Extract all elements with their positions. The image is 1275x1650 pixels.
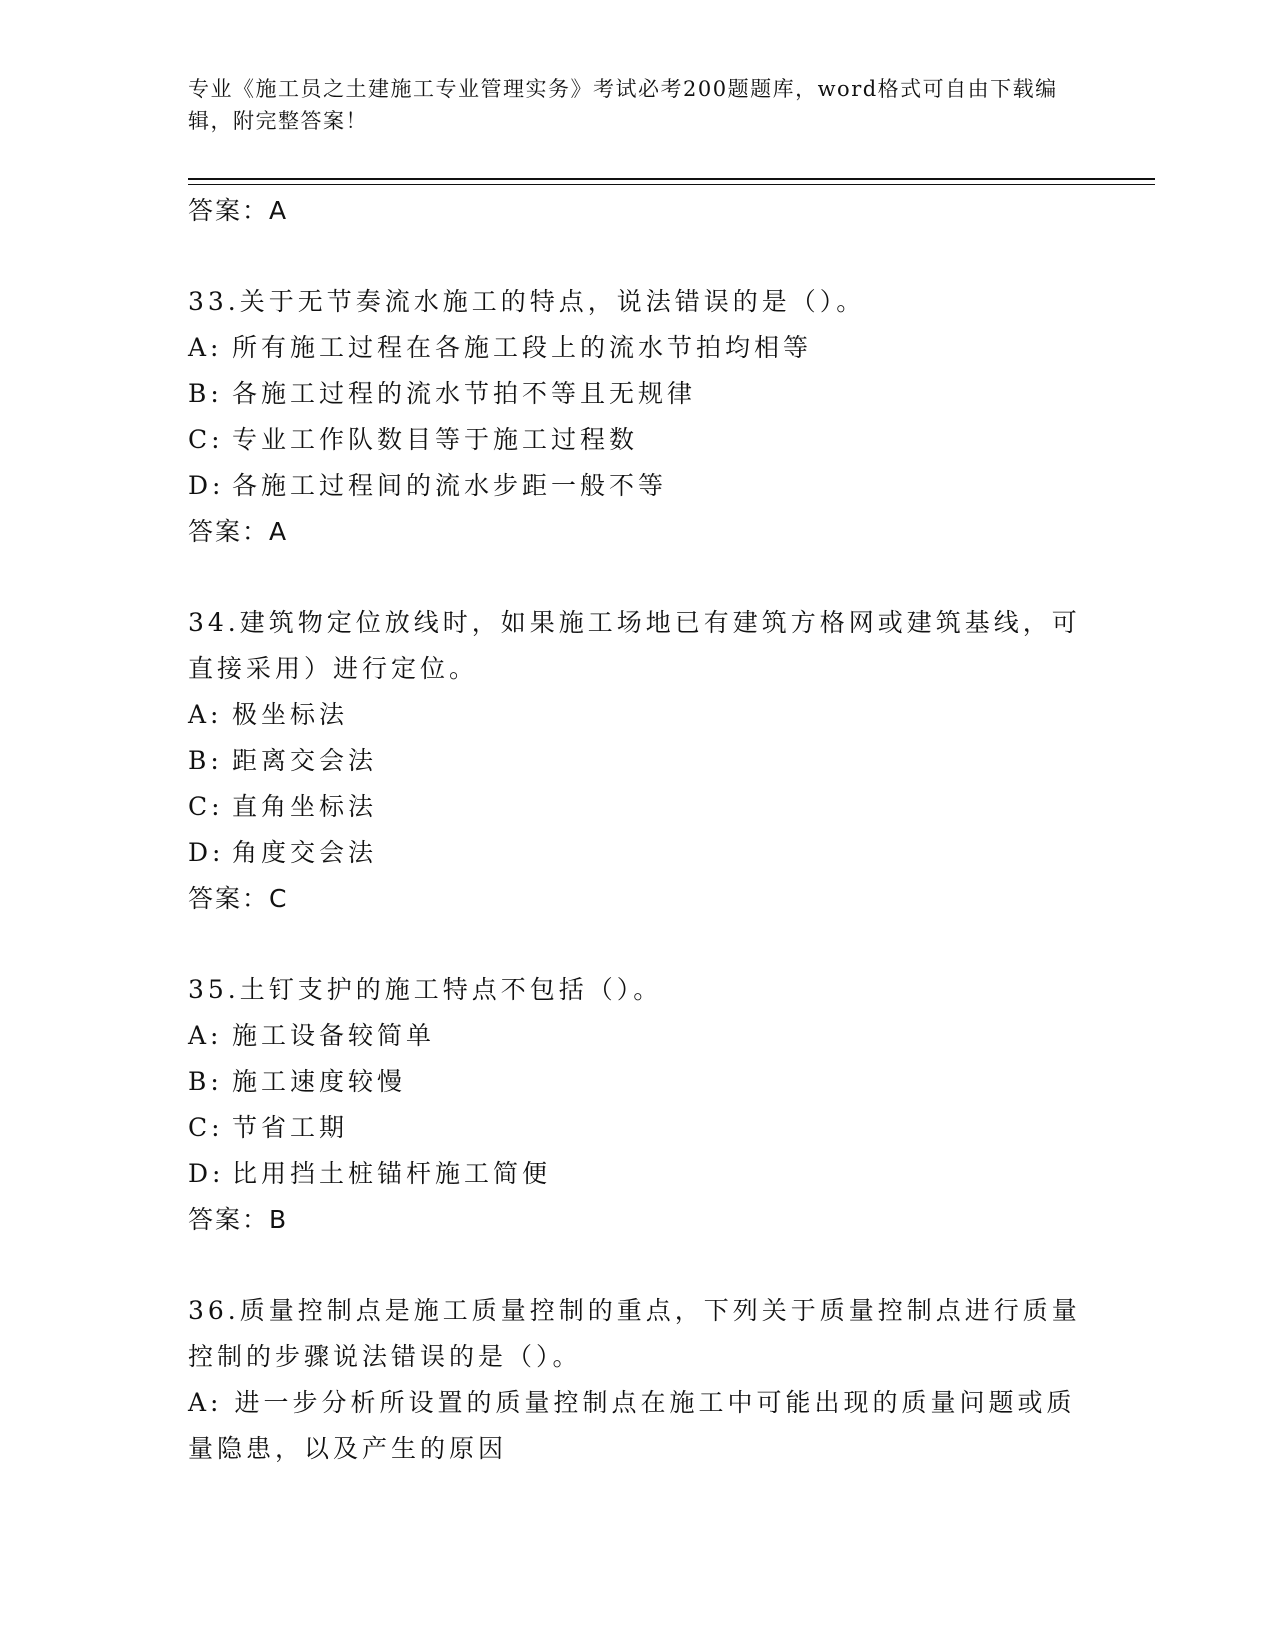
option-d (188, 1151, 1088, 1197)
question-35: 35.土钉支护的施工特点不包括（）。 (188, 975, 663, 1004)
option-letter: D: (188, 1159, 225, 1188)
option-b (188, 371, 1088, 417)
option-b (188, 1059, 1088, 1105)
option-text: 专业工作队数目等于施工过程数 (232, 425, 639, 454)
option-text: 角度交会法 (232, 838, 378, 867)
option-text: 所有施工过程在各施工段上的流水节拍均相等 (232, 333, 813, 362)
option-text: 比用挡土桩锚杆施工简便 (232, 1159, 552, 1188)
option-d (188, 463, 1088, 509)
answer-line: 答案：C (188, 884, 289, 913)
option-a (188, 1380, 1088, 1472)
block-spacer (188, 555, 1088, 600)
option-text: 施工设备较简单 (232, 1021, 436, 1050)
option-text: 节省工期 (232, 1113, 349, 1142)
option-c (188, 784, 1088, 830)
option-letter: C: (188, 792, 224, 821)
question-content (188, 188, 1088, 1472)
document-header: 专业《施工员之土建施工专业管理实务》考试必考200题题库，word格式可自由下载编辑，附完整答案！ (188, 77, 1058, 133)
block-spacer (188, 1243, 1088, 1288)
option-letter: B: (188, 379, 223, 408)
option-c (188, 1105, 1088, 1151)
question-36: 36.质量控制点是施工质量控制的重点，下列关于质量控制点进行质量控制的步骤说法错误的是（）。 (188, 1296, 1081, 1371)
question-33: 33.关于无节奏流水施工的特点，说法错误的是（）。 (188, 287, 866, 316)
option-letter: A: (188, 1388, 223, 1417)
option-text: 距离交会法 (232, 746, 378, 775)
option-letter: B: (188, 1067, 223, 1096)
header-divider-thin (188, 184, 1155, 185)
option-a (188, 325, 1088, 371)
option-letter: B: (188, 746, 223, 775)
option-letter: A: (188, 1021, 223, 1050)
option-letter: D: (188, 838, 225, 867)
option-letter: C: (188, 425, 224, 454)
header-divider-thick (188, 178, 1155, 180)
option-text: 各施工过程的流水节拍不等且无规律 (232, 379, 697, 408)
option-text: 直角坐标法 (232, 792, 378, 821)
option-letter: D: (188, 471, 225, 500)
answer-line: 答案：A (188, 196, 289, 225)
option-letter: A: (188, 333, 223, 362)
option-text: 施工速度较慢 (232, 1067, 407, 1096)
option-letter: C: (188, 1113, 224, 1142)
option-a (188, 692, 1088, 738)
answer-line: 答案：B (188, 1205, 289, 1234)
option-b (188, 738, 1088, 784)
answer-line: 答案：A (188, 517, 289, 546)
option-text: 进一步分析所设置的质量控制点在施工中可能出现的质量问题或质量隐患，以及产生的原因 (188, 1388, 1076, 1463)
option-text: 各施工过程间的流水步距一般不等 (232, 471, 668, 500)
option-d (188, 830, 1088, 876)
option-a (188, 1013, 1088, 1059)
question-34: 34.建筑物定位放线时，如果施工场地已有建筑方格网或建筑基线，可直接采用）进行定位。 (188, 608, 1081, 683)
block-spacer (188, 922, 1088, 967)
block-spacer (188, 234, 1088, 279)
option-c (188, 417, 1088, 463)
option-text: 极坐标法 (232, 700, 349, 729)
option-letter: A: (188, 700, 223, 729)
